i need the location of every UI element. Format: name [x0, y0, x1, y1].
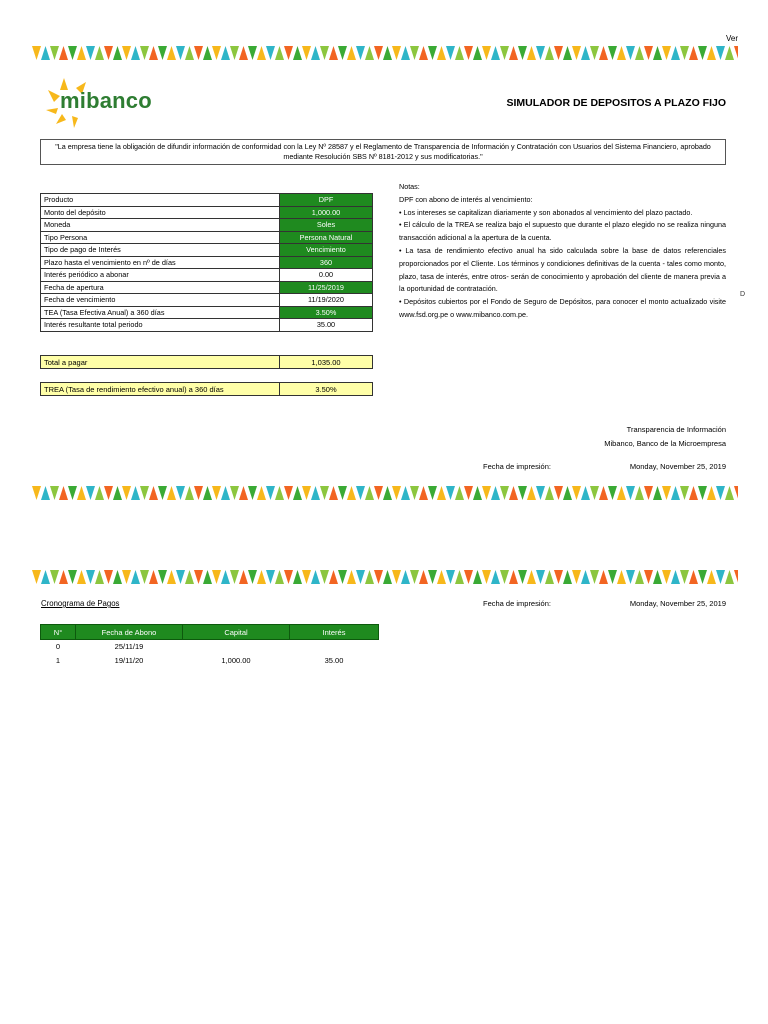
note-item: • El cálculo de la TREA se realiza bajo el supuesto que durante el plazo elegido no se realiza ninguna transacción adicional a la apertura de la cuenta.	[399, 220, 726, 243]
total-value: 1,035.00	[280, 356, 373, 369]
table-row	[41, 206, 373, 219]
table-row	[41, 306, 373, 319]
page-title: SIMULADOR DE DEPOSITOS A PLAZO FIJO	[506, 97, 726, 109]
print-date-value: Monday, November 25, 2019	[629, 462, 726, 471]
row-date: 19/11/20	[114, 655, 144, 665]
transparency-line: Transparencia de Información	[626, 425, 726, 434]
trea-label: TREA (Tasa de rendimiento efectivo anual) a 360 días	[41, 383, 280, 396]
cut-off-text: D	[740, 291, 746, 298]
row-value: 360	[280, 256, 373, 269]
row-label: Tipo de pago de Interés	[41, 244, 280, 257]
legal-notice: "La empresa tiene la obligación de difundir información de conformidad con la Ley Nº 28587 y el Reglamento de Transparencia de Información y Contratación con Usuarios del Sistema Financiero, aprobado mediante Resolución SBS Nº 8181-2012 y sus modificatorias."	[40, 139, 726, 165]
row-value: 35.00	[280, 319, 373, 332]
payment-schedule-table	[40, 624, 379, 667]
row-value: Soles	[280, 219, 373, 232]
row-value: 11/19/2020	[280, 294, 373, 307]
row-value: DPF	[280, 194, 373, 207]
print-date-label: Fecha de impresión:	[483, 462, 551, 471]
note-item: • Los intereses se capitalizan diariamente y son abonados al vencimiento del plazo pactado.	[399, 207, 693, 217]
bank-name-line: Mibanco, Banco de la Microempresa	[604, 439, 726, 448]
row-number: 0	[55, 642, 61, 652]
row-value: 11/25/2019	[280, 281, 373, 294]
table-row	[41, 194, 373, 207]
table-row	[41, 256, 373, 269]
column-header: Fecha de Abono	[76, 625, 183, 640]
table-row	[41, 244, 373, 257]
trea-row	[41, 383, 373, 396]
table-row	[41, 294, 373, 307]
total-table	[40, 355, 373, 369]
row-label: Monto del depósito	[41, 206, 280, 219]
row-interest: 35.00	[324, 655, 344, 665]
brand-wordmark: mibanco	[60, 88, 152, 113]
mibanco-logo	[44, 76, 184, 130]
row-label: Moneda	[41, 219, 280, 232]
total-label: Total a pagar	[41, 356, 280, 369]
notes-heading: Notas:	[399, 182, 420, 191]
schedule-header-row	[41, 625, 379, 640]
row-label: Interés periódico a abonar	[41, 269, 280, 282]
bunting-decoration-middle	[32, 484, 738, 504]
row-value: Vencimiento	[280, 244, 373, 257]
trea-table	[40, 382, 373, 396]
table-row	[41, 219, 373, 232]
table-row	[41, 269, 373, 282]
table-row	[41, 319, 373, 332]
row-label: Fecha de vencimiento	[41, 294, 280, 307]
schedule-print-date-value: Monday, November 25, 2019	[629, 599, 726, 608]
trea-value: 3.50%	[280, 383, 373, 396]
bunting-decoration-top	[32, 44, 738, 64]
row-label: Interés resultante total periodo	[41, 319, 280, 332]
product-table	[40, 193, 373, 332]
row-label: Tipo Persona	[41, 231, 280, 244]
table-row	[41, 654, 379, 668]
schedule-print-date-label: Fecha de impresión:	[483, 599, 551, 608]
row-value: Persona Natural	[280, 231, 373, 244]
row-date: 25/11/19	[114, 642, 144, 652]
column-header: Capital	[183, 625, 290, 640]
row-value: 3.50%	[280, 306, 373, 319]
note-item: • La tasa de rendimiento efectivo anual ha sido calculada sobre la base de datos referenciales proporcionados por el Cliente. Los términos y condiciones definitivas de la cuenta - tales como monto, plazo, tasa de interés, entre otros- serán de conocimiento y aprobación del cliente de manera previa a la oportunidad de contratación.	[399, 245, 726, 294]
row-label: Plazo hasta el vencimiento en nº de días	[41, 256, 280, 269]
table-row	[41, 281, 373, 294]
row-capital: 1,000.00	[221, 655, 251, 665]
row-value: 1,000.00	[280, 206, 373, 219]
schedule-title: Cronograma de Pagos	[41, 599, 120, 608]
row-label: Fecha de apertura	[41, 281, 280, 294]
table-row	[41, 640, 379, 654]
row-label: Producto	[41, 194, 280, 207]
row-label: TEA (Tasa Efectiva Anual) a 360 días	[41, 306, 280, 319]
version-label: Ver	[726, 34, 739, 43]
table-row	[41, 231, 373, 244]
row-capital	[183, 640, 290, 654]
column-header: Interés	[290, 625, 379, 640]
row-value: 0.00	[280, 269, 373, 282]
notes-section	[399, 181, 726, 322]
note-item: • Depósitos cubiertos por el Fondo de Seguro de Depósitos, para conocer el monto actualizado visite www.fsd.org.pe o www.mibanco.com.pe.	[399, 297, 726, 319]
row-interest	[290, 640, 379, 654]
total-row	[41, 356, 373, 369]
notes-subheading: DPF con abono de interés al vencimiento:	[399, 194, 533, 204]
column-header: N°	[41, 625, 76, 640]
transparency-footer	[540, 423, 726, 451]
row-number: 1	[55, 655, 61, 665]
bunting-decoration-schedule	[32, 568, 738, 588]
